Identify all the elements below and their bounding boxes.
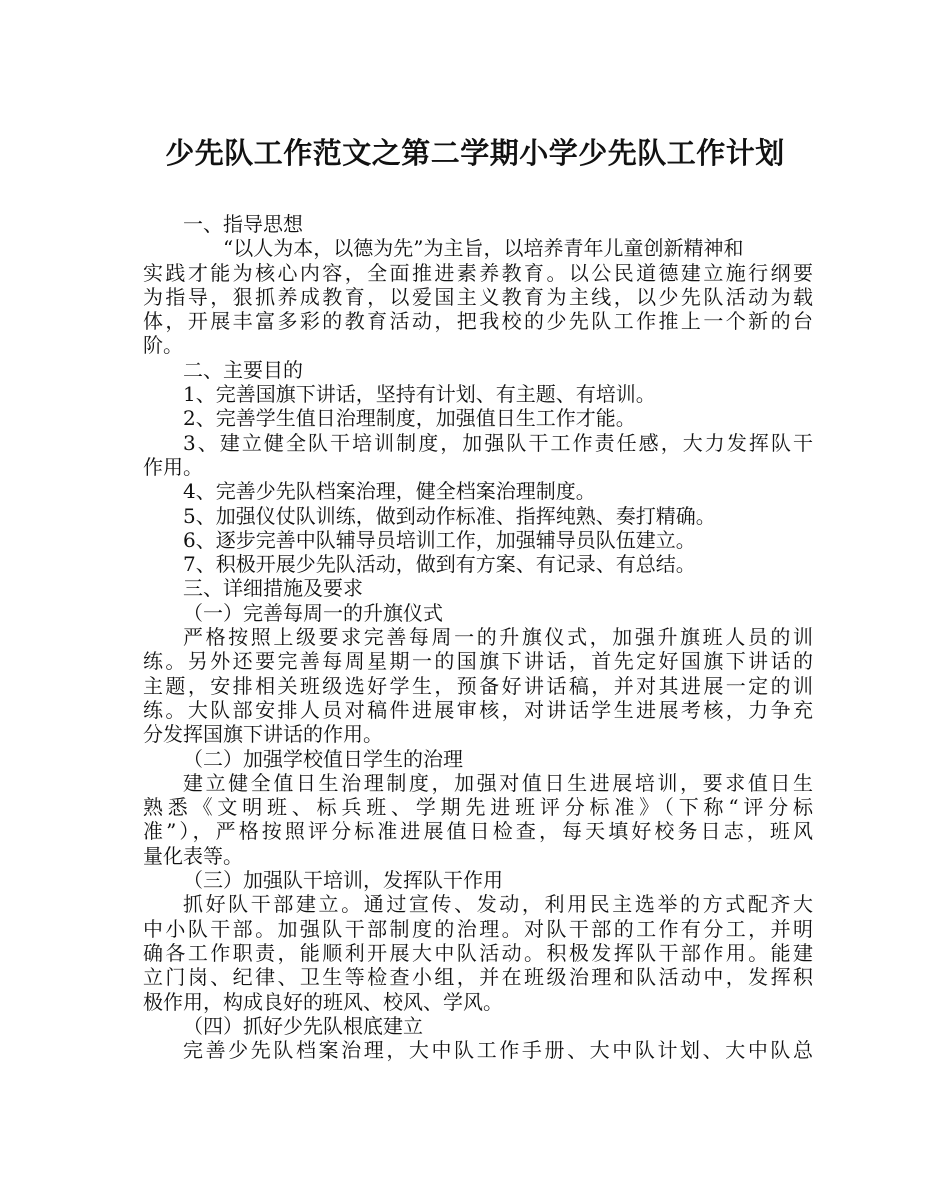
subsection-heading: （三）加强队干培训，发挥队干作用	[183, 868, 503, 893]
paragraph-line: 立门岗、纪律、卫生等检查小组，并在班级治理和队活动中，发挥积	[143, 965, 813, 990]
subsection-heading: （四）抓好少先队根底建立	[183, 1013, 423, 1038]
list-item: 3、建立健全队干培训制度，加强队干工作责任感，大力发挥队干	[183, 430, 813, 455]
subsection-heading: （一）完善每周一的升旗仪式	[183, 600, 443, 625]
paragraph-line: 熟悉《文明班、标兵班、学期先进班评分标准》（下称“评分标	[143, 795, 813, 820]
section-heading: 二、主要目的	[183, 357, 303, 382]
paragraph-line: 中小队干部。加强队干部制度的治理。对队干部的工作有分工，并明	[143, 916, 813, 941]
subsection-heading: （二）加强学校值日学生的治理	[183, 746, 463, 771]
document-title: 少先队工作范文之第二学期小学少先队工作计划	[165, 136, 785, 170]
paragraph-line: 准”），严格按照评分标准进展值日检查，每天填好校务日志，班风	[143, 819, 813, 844]
paragraph-line: 阶。	[143, 333, 183, 358]
paragraph-line: 分发挥国旗下讲话的作用。	[143, 722, 383, 747]
paragraph-line: 抓好队干部建立。通过宣传、发动，利用民主选举的方式配齐大	[183, 892, 813, 917]
paragraph-line: 量化表等。	[143, 843, 243, 868]
paragraph-line: 建立健全值日生治理制度，加强对值日生进展培训，要求值日生	[183, 770, 813, 795]
paragraph-line: “以人为本，以德为先”为主旨，以培养青年儿童创新精神和	[223, 236, 744, 261]
paragraph-line: 确各工作职责，能顺利开展大中队活动。积极发挥队干部作用。能建	[143, 940, 813, 965]
paragraph-line: 练。大队部安排人员对稿件进展审核，对讲话学生进展考核，力争充	[143, 697, 813, 722]
document-body	[143, 212, 813, 1062]
paragraph-line: 严格按照上级要求完善每周一的升旗仪式，加强升旗班人员的训	[183, 625, 813, 650]
paragraph-line: 极作用，构成良好的班风、校风、学风。	[143, 989, 503, 1014]
list-item: 2、完善学生值日治理制度，加强值日生工作才能。	[183, 406, 636, 431]
paragraph-line: 实践才能为核心内容，全面推进素养教育。以公民道德建立施行纲要	[143, 260, 813, 285]
paragraph-line: 主题，安排相关班级选好学生，预备好讲话稿，并对其进展一定的训	[143, 673, 813, 698]
list-item: 1、完善国旗下讲话，坚持有计划、有主题、有培训。	[183, 382, 656, 407]
list-item: 7、积极开展少先队活动，做到有方案、有记录、有总结。	[183, 552, 696, 577]
section-heading: 一、指导思想	[183, 212, 303, 236]
list-item: 4、完善少先队档案治理，健全档案治理制度。	[183, 479, 596, 504]
list-item: 6、逐步完善中队辅导员培训工作，加强辅导员队伍建立。	[183, 527, 696, 552]
list-item: 5、加强仪仗队训练，做到动作标准、指挥纯熟、奏打精确。	[183, 503, 716, 528]
list-item-continuation: 作用。	[143, 454, 203, 479]
paragraph-line: 练。另外还要完善每周星期一的国旗下讲话，首先定好国旗下讲话的	[143, 649, 813, 674]
paragraph-line: 完善少先队档案治理，大中队工作手册、大中队计划、大中队总	[183, 1038, 813, 1063]
paragraph-line: 体，开展丰富多彩的教育活动，把我校的少先队工作推上一个新的台	[143, 309, 813, 334]
paragraph-line: 为指导，狠抓养成教育，以爱国主义教育为主线，以少先队活动为载	[143, 284, 813, 309]
section-heading: 三、详细措施及要求	[183, 576, 363, 601]
